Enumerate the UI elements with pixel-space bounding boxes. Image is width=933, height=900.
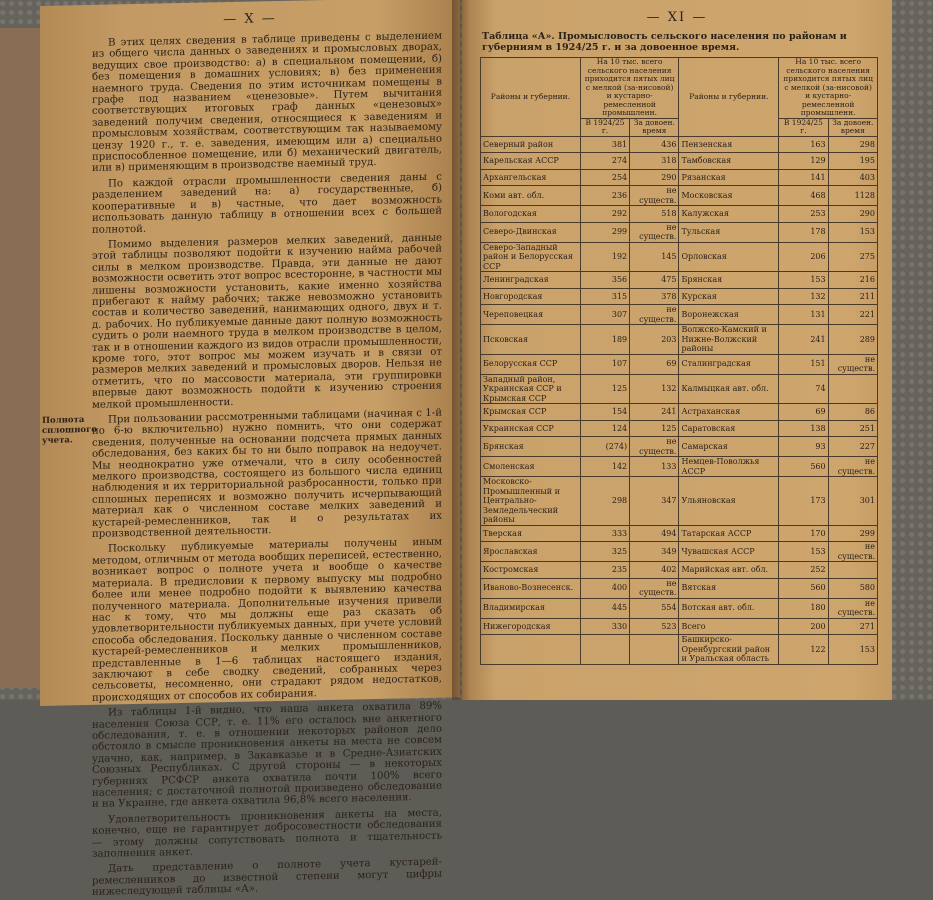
table-title: Таблица «А». Промысловость сельского населения по районам и губерниям в 1924/25 г. и за довоенное время. xyxy=(482,31,847,53)
cell-prewar: не сущеcтв. xyxy=(630,437,679,457)
cell-prewar: 133 xyxy=(630,457,679,477)
col-region-2: Районы и губернии. xyxy=(679,58,779,137)
table-row xyxy=(481,598,878,618)
cell-1924: 122 xyxy=(779,635,828,665)
cell-1924: 253 xyxy=(779,206,828,223)
cell-1924: 131 xyxy=(779,305,828,325)
cell-prewar: 153 xyxy=(828,635,877,665)
cell-1924: 178 xyxy=(779,222,828,242)
cell-region: Орловская xyxy=(679,242,779,272)
cell-prewar: 289 xyxy=(828,325,877,355)
cell-prewar: 290 xyxy=(828,206,877,223)
cell-1924: 468 xyxy=(779,186,828,206)
cell-prewar: 402 xyxy=(630,562,679,579)
book-gutter xyxy=(452,0,470,700)
table-row xyxy=(481,136,878,153)
table-row xyxy=(481,288,878,305)
cell-prewar: 349 xyxy=(630,542,679,562)
cell-prewar: 275 xyxy=(828,242,877,272)
cell-1924: 151 xyxy=(779,354,828,374)
cell-region: Калмыцкая авт. обл. xyxy=(679,374,779,404)
cell-prewar: не сущеcтв. xyxy=(828,542,877,562)
cell-1924: 274 xyxy=(580,153,629,170)
cell-prewar: 301 xyxy=(828,477,877,526)
cell-region: Марийская авт. обл. xyxy=(679,562,779,579)
paragraph: Дать представление о полноте учета кустарей-ремесленников до известной степени могут цифры нижеследующей таблицы «А». xyxy=(92,857,442,899)
cell-prewar: 378 xyxy=(630,288,679,305)
cell-prewar: 86 xyxy=(828,404,877,421)
cell-region: Крымская ССР xyxy=(481,404,581,421)
table-row xyxy=(481,635,878,665)
cell-prewar: 580 xyxy=(828,578,877,598)
table-row xyxy=(481,542,878,562)
table-row xyxy=(481,477,878,526)
cell-prewar: 436 xyxy=(630,136,679,153)
cell-prewar: 518 xyxy=(630,206,679,223)
cell-region: Нижегородская xyxy=(481,618,581,635)
cell-1924: 356 xyxy=(580,272,629,289)
cell-region: Астраханская xyxy=(679,404,779,421)
cell-1924 xyxy=(580,635,629,665)
table-row xyxy=(481,206,878,223)
cell-region: Волжско-Камский и Нижне-Волжский районы xyxy=(679,325,779,355)
cell-1924: 163 xyxy=(779,136,828,153)
cell-region: Западный район, Украинская ССР и Крымская ССР xyxy=(481,374,581,404)
cell-1924: 180 xyxy=(779,598,828,618)
cell-1924: 307 xyxy=(580,305,629,325)
cell-region: Чувашская АССР xyxy=(679,542,779,562)
cell-region: Калужская xyxy=(679,206,779,223)
right-page xyxy=(462,0,892,700)
cell-region: Владимирская xyxy=(481,598,581,618)
cell-1924: 315 xyxy=(580,288,629,305)
cell-1924: 445 xyxy=(580,598,629,618)
cell-prewar: 227 xyxy=(828,437,877,457)
cell-prewar: 216 xyxy=(828,272,877,289)
cell-prewar: не сущеcтв. xyxy=(828,598,877,618)
table-row xyxy=(481,354,878,374)
cell-1924: 189 xyxy=(580,325,629,355)
cell-1924: 129 xyxy=(779,153,828,170)
cell-region: Брянская xyxy=(481,437,581,457)
cell-1924: 170 xyxy=(779,525,828,542)
cell-1924: 298 xyxy=(580,477,629,526)
cell-1924: 153 xyxy=(779,272,828,289)
cell-region: Тверская xyxy=(481,525,581,542)
cell-prewar: 494 xyxy=(630,525,679,542)
cell-1924: 192 xyxy=(580,242,629,272)
data-table xyxy=(480,57,878,665)
cell-prewar: 1128 xyxy=(828,186,877,206)
margin-note: Полнота сплошного учета. xyxy=(42,415,97,446)
cell-1924: 241 xyxy=(779,325,828,355)
cell-region: Иваново-Вознесенск. xyxy=(481,578,581,598)
cell-prewar: не сущеcтв. xyxy=(630,186,679,206)
cell-prewar: не сущеcтв. xyxy=(630,578,679,598)
cell-region: Ульяновская xyxy=(679,477,779,526)
cell-prewar: 403 xyxy=(828,169,877,186)
cell-prewar: 153 xyxy=(828,222,877,242)
cell-region: Украинская ССР xyxy=(481,420,581,437)
cell-prewar xyxy=(828,374,877,404)
table-row xyxy=(481,404,878,421)
cell-region: Сталинградская xyxy=(679,354,779,374)
cell-1924: 254 xyxy=(580,169,629,186)
cell-1924: 325 xyxy=(580,542,629,562)
cell-region: Ленинградская xyxy=(481,272,581,289)
cell-region: Новгородская xyxy=(481,288,581,305)
cell-1924: 252 xyxy=(779,562,828,579)
cell-prewar: 145 xyxy=(630,242,679,272)
cell-region: Смоленская xyxy=(481,457,581,477)
cell-region: Тульская xyxy=(679,222,779,242)
cell-1924: 125 xyxy=(580,374,629,404)
cell-prewar: не сущеcтв. xyxy=(630,222,679,242)
table-row xyxy=(481,374,878,404)
cell-region: Коми авт. обл. xyxy=(481,186,581,206)
cell-prewar: 318 xyxy=(630,153,679,170)
cell-1924: 206 xyxy=(779,242,828,272)
cell-prewar: не сущеcтв. xyxy=(828,457,877,477)
table-row xyxy=(481,169,878,186)
cell-prewar: не сущеcтв. xyxy=(828,354,877,374)
cell-1924: 74 xyxy=(779,374,828,404)
cell-1924: 235 xyxy=(580,562,629,579)
cell-prewar: 211 xyxy=(828,288,877,305)
cell-region: Ярославская xyxy=(481,542,581,562)
table-row xyxy=(481,437,878,457)
cell-region: Вологодская xyxy=(481,206,581,223)
cell-prewar: 69 xyxy=(630,354,679,374)
cell-1924: 299 xyxy=(580,222,629,242)
cell-region: Курская xyxy=(679,288,779,305)
col-group: На 10 тыс. всего сельского населения приходится пятых лиц с мелкой (за-нисовой) и кустарно-ремесленной промышленн. xyxy=(580,58,679,119)
cell-1924: 560 xyxy=(779,578,828,598)
cell-region: Московская xyxy=(679,186,779,206)
cell-region: Архангельская xyxy=(481,169,581,186)
cell-region: Рязанская xyxy=(679,169,779,186)
cell-prewar: 554 xyxy=(630,598,679,618)
cell-1924: 560 xyxy=(779,457,828,477)
cell-prewar: 290 xyxy=(630,169,679,186)
cell-1924: 93 xyxy=(779,437,828,457)
cell-prewar: 298 xyxy=(828,136,877,153)
cell-prewar: 299 xyxy=(828,525,877,542)
cell-1924: 154 xyxy=(580,404,629,421)
paragraph: В этих целях сведения в таблице приведены с выделением из общего числа данных о заведениях и промысловых дворах, ведущих свое производство: а) в специальном помещении, б) без помещения в домашних условиях; в) без применения наемного труда. Сведения по этим источникам помещены в графе под названием «ценезовые». Путем вычитания соответствующих итоговых граф данных «ценезовых» заведений получим сведения, относящиеся к заведениям и промысловым хозяйствам, соответствующим так называемому цензу 1920 г., т. е. заведения, имеющим или а) специально приспособленное помещение, или б) механический двигатель, или в) применяющим в производстве наемный труд. xyxy=(92,30,442,175)
cell-region: Псковская xyxy=(481,325,581,355)
cell-region: Самарская xyxy=(679,437,779,457)
cell-1924: 107 xyxy=(580,354,629,374)
table-row xyxy=(481,578,878,598)
table-row xyxy=(481,222,878,242)
table-row xyxy=(481,562,878,579)
cell-region: Костромская xyxy=(481,562,581,579)
cell-region: Пензенская xyxy=(679,136,779,153)
cell-region: Саратовская xyxy=(679,420,779,437)
col-prewar: За довоен. время xyxy=(630,118,679,136)
cell-1924: 400 xyxy=(580,578,629,598)
left-page xyxy=(40,0,460,899)
paragraph: Помимо выделения размеров мелких заведений, данные этой таблицы позволяют подойти к изучению найма рабочей силы в мелком производстве. Правда, эти данные не дают возможности осветить этот вопрос всесторонне, в частности мы лишены возможности установить, какие именно хозяйства прибегают к найму рабочих; также невозможно установить состав и количество заведений, нанимающих одного, двух и т. д. рабочих. Но публикуемые данные дают полную возможность судить о роли наемного труда в мелком производстве в целом, так и в отношении каждого из видов отрасли промышленности, кроме того, этот вопрос мы можем изучать и в связи от размеров мелких заведений и промысловых дворов. Нельзя не отметить, что по массовости материала, эти группировки впервые дают возможность подойти к изучению строения мелкой промышленности. xyxy=(92,232,442,411)
cell-prewar: 271 xyxy=(828,618,877,635)
cell-1924: 236 xyxy=(580,186,629,206)
cell-region: Башкирско-Оренбургский район и Уральская область xyxy=(679,635,779,665)
cell-1924: 153 xyxy=(779,542,828,562)
col-region: Районы и губернии. xyxy=(481,58,581,137)
cell-prewar: 125 xyxy=(630,420,679,437)
cell-1924: 142 xyxy=(580,457,629,477)
paragraph: По каждой отрасли промышленности сведения даны с разделением заведений на: а) государственные, б) кооперативные и в) частные, что дает возможность использовать данную таблицу в отношении всех с большей полнотой. xyxy=(92,171,442,236)
cell-region: Немцев-Поволжья АССР xyxy=(679,457,779,477)
cell-prewar: 241 xyxy=(630,404,679,421)
cell-region: Северный район xyxy=(481,136,581,153)
cell-prewar: 523 xyxy=(630,618,679,635)
cell-prewar: 221 xyxy=(828,305,877,325)
table-row xyxy=(481,325,878,355)
cell-1924: 200 xyxy=(779,618,828,635)
cell-region: Всего xyxy=(679,618,779,635)
col-1924: В 1924/25 г. xyxy=(580,118,629,136)
cell-region: Северо-Двинская xyxy=(481,222,581,242)
paragraph-text: При пользовании рассмотренными таблицами (начиная с 1-й по 6-ю включительно) нужно помнить, что они содержат сведения, полученные на основании подсчета прямых данных обследования, без каких бы то ни было поправок на недоучет. Мы неоднократно уже отмечали, что в силу особенностей мелкого производства, состоящего из большого числа единиц наблюдения и их территориальной разбросанности, только при сплошных переписях и возможно получить исчерпывающий материал как о численном составе мелких заведений и кустарей-ремесленников, так и о результатах их производственной деятельности. xyxy=(92,407,442,540)
cell-prewar: 132 xyxy=(630,374,679,404)
cell-prewar: 475 xyxy=(630,272,679,289)
cell-1924: 132 xyxy=(779,288,828,305)
cell-1924: 333 xyxy=(580,525,629,542)
cell-1924: 381 xyxy=(580,136,629,153)
cell-region: Северо-Западный район и Белорусская ССР xyxy=(481,242,581,272)
cell-region xyxy=(481,635,581,665)
paragraph: Поскольку публикуемые материалы получены иным методом, отличным от метода вообщих переписей, естественно, возникает вопрос о полноте учета и вообще о качестве материала. В предисловии к первому выпуску мы подробно более или менее подробно подойти к выявлению качества полученного материала. Дополнительные изучения привели нас к тому, что мы должны еще раз сказать об удовлетворительности публикуемых данных, при учете условий способа обследования. Поскольку данные о численном составе кустарей-ремесленников и мелких промышленников, представленные в 1—6 таблицах настоящего издания, заключают в себе сводку сведений, собранных через сельсоветы, несомненно, они страдают рядом недостатков, происходящих от способов их собирания. xyxy=(92,537,442,704)
cell-1924: 330 xyxy=(580,618,629,635)
table-row xyxy=(481,457,878,477)
left-page-number: — X — xyxy=(223,11,277,28)
cell-region: Воронежская xyxy=(679,305,779,325)
cell-prewar xyxy=(630,635,679,665)
table-row xyxy=(481,272,878,289)
col-group-2: На 10 тыс. всего сельского населения приходится пятых лиц с мелкой (за-нисовой) и кустарно-ремесленной промышленн. xyxy=(779,58,878,119)
cell-1924: 69 xyxy=(779,404,828,421)
cell-region: Тамбовская xyxy=(679,153,779,170)
left-page-body xyxy=(40,22,460,899)
paragraph: Удовлетворительность проникновения анкеты на места, конечно, еще не гарантирует добросовестности обследования — этому должны сопутствовать полнота и тщательность заполнения анкет. xyxy=(92,807,442,860)
cell-prewar: 251 xyxy=(828,420,877,437)
cell-prewar: 203 xyxy=(630,325,679,355)
table-row xyxy=(481,420,878,437)
cell-1924: (274) xyxy=(580,437,629,457)
table-row xyxy=(481,242,878,272)
cell-prewar: не сущеcтв. xyxy=(630,305,679,325)
paragraph: Из таблицы 1-й видно, что наша анкета охватила 89% населения Союза ССР, т. е. 11% его осталось вне анкетного обследования, т. е. в отношении некоторых районов дело обстояло в смысле проникновения анкеты на места не совсем удачно, как, например, в Закавказье и в Средне-Азиатских Союзных Республиках. С другой стороны — в некоторых губерниях РСФСР анкета охватила почти 100% всего населения; с достаточной полнотой произведено обследование и на Украине, где анкета охватила 96,8% всего населения. xyxy=(92,700,442,811)
cell-region: Карельская АССР xyxy=(481,153,581,170)
cell-1924: 138 xyxy=(779,420,828,437)
cell-region: Белорусская ССР xyxy=(481,354,581,374)
right-page-number: — XI — xyxy=(646,10,708,25)
cell-region: Татарская АССР xyxy=(679,525,779,542)
table-row xyxy=(481,618,878,635)
col-1924-2: В 1924/25 г. xyxy=(779,118,828,136)
cell-1924: 141 xyxy=(779,169,828,186)
cell-prewar xyxy=(828,562,877,579)
table-row xyxy=(481,153,878,170)
table-row xyxy=(481,186,878,206)
table-body xyxy=(481,136,878,664)
cell-region: Московско-Промышленный и Центрально-Земледельческий районы xyxy=(481,477,581,526)
cell-region: Череповецкая xyxy=(481,305,581,325)
paragraph xyxy=(42,407,442,541)
cell-1924: 292 xyxy=(580,206,629,223)
cell-region: Вотская авт. обл. xyxy=(679,598,779,618)
table-row xyxy=(481,525,878,542)
table-row xyxy=(481,305,878,325)
cell-1924: 173 xyxy=(779,477,828,526)
col-prewar-2: За довоен. время xyxy=(828,118,877,136)
cell-prewar: 195 xyxy=(828,153,877,170)
cell-1924: 124 xyxy=(580,420,629,437)
cell-prewar: 347 xyxy=(630,477,679,526)
cell-region: Вятская xyxy=(679,578,779,598)
cell-region: Брянская xyxy=(679,272,779,289)
